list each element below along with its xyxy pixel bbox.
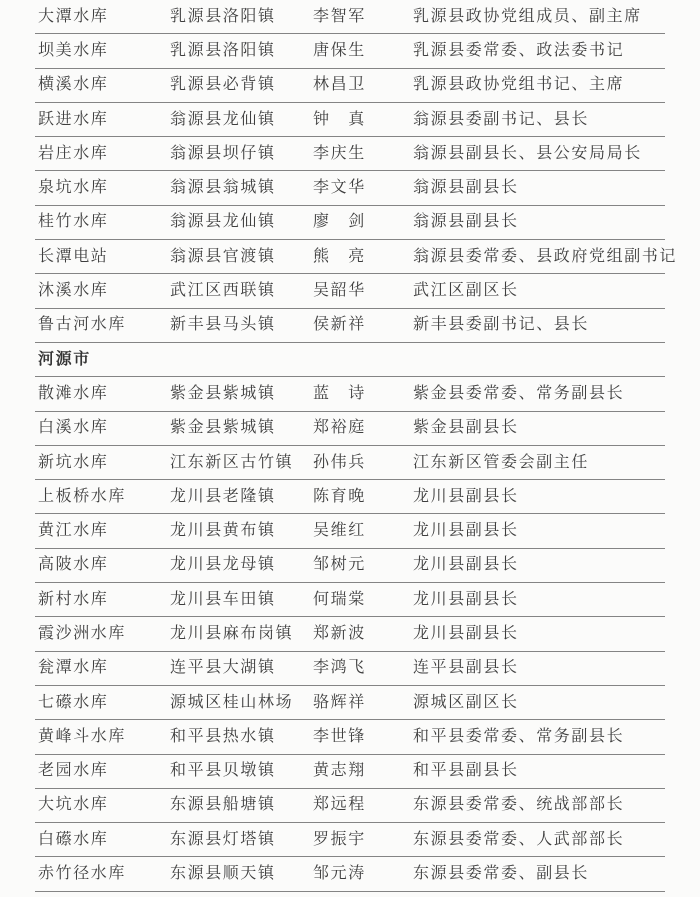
position-title: 龙川县副县长 [413, 487, 519, 505]
town-name: 龙川县车田镇 [170, 590, 276, 608]
town-name: 翁源县坝仔镇 [170, 144, 276, 162]
person-name: 吴韶华 [313, 282, 366, 300]
person-name: 孙伟兵 [313, 453, 366, 471]
person-name: 郑新波 [313, 624, 366, 642]
position-title: 翁源县委副书记、县长 [413, 110, 590, 128]
position-title: 源城区副区长 [413, 693, 519, 711]
town-name: 新丰县马头镇 [170, 316, 276, 334]
person-name: 郑裕庭 [313, 419, 366, 437]
position-title: 东源县委常委、人武部部长 [413, 830, 625, 848]
table-row [35, 720, 665, 754]
reservoir-name: 七礤水库 [38, 693, 109, 711]
position-title: 和平县副县长 [413, 762, 519, 780]
town-name: 紫金县紫城镇 [170, 384, 276, 402]
position-title: 紫金县副县长 [413, 419, 519, 437]
table-row [35, 103, 665, 137]
position-title: 乳源县政协党组成员、副主席 [413, 7, 642, 25]
reservoir-name: 黄峰斗水库 [38, 727, 127, 745]
reservoir-name: 白溪水库 [38, 419, 109, 437]
reservoir-name: 横溪水库 [38, 76, 109, 94]
position-title: 和平县委常委、常务副县长 [413, 727, 625, 745]
table-row [35, 549, 665, 583]
table-row [35, 583, 665, 617]
reservoir-name: 上板桥水库 [38, 487, 127, 505]
position-title: 翁源县副县长、县公安局局长 [413, 144, 642, 162]
position-title: 龙川县副县长 [413, 556, 519, 574]
town-name: 和平县热水镇 [170, 727, 276, 745]
table-row [35, 480, 665, 514]
person-name: 林昌卫 [313, 76, 366, 94]
position-title: 龙川县副县长 [413, 590, 519, 608]
table-row [35, 789, 665, 823]
person-name: 李文华 [313, 179, 366, 197]
table-row [35, 274, 665, 308]
reservoir-name: 霞沙洲水库 [38, 624, 127, 642]
reservoir-name: 大坑水库 [38, 796, 109, 814]
reservoir-name: 大潭水库 [38, 7, 109, 25]
town-name: 龙川县麻布岗镇 [170, 624, 294, 642]
reservoir-name: 老园水库 [38, 762, 109, 780]
town-name: 乳源县洛阳镇 [170, 41, 276, 59]
position-title: 翁源县委常委、县政府党组副书记 [413, 247, 678, 265]
person-name: 侯新祥 [313, 316, 366, 334]
table-row [35, 377, 665, 411]
town-name: 紫金县紫城镇 [170, 419, 276, 437]
town-name: 连平县大湖镇 [170, 659, 276, 677]
person-name: 黄志翔 [313, 762, 366, 780]
reservoir-name: 白礤水库 [38, 830, 109, 848]
town-name: 源城区桂山林场 [170, 693, 294, 711]
reservoir-name: 鲁古河水库 [38, 316, 127, 334]
position-title: 乳源县政协党组书记、主席 [413, 76, 625, 94]
person-name: 李鸿飞 [313, 659, 366, 677]
reservoir-name: 散滩水库 [38, 384, 109, 402]
city-section-row [35, 343, 665, 377]
person-name: 李智军 [313, 7, 366, 25]
reservoir-name: 新村水库 [38, 590, 109, 608]
person-name: 罗振宇 [313, 830, 366, 848]
table-row [35, 446, 665, 480]
town-name: 和平县贝墩镇 [170, 762, 276, 780]
table-row [35, 652, 665, 686]
town-name: 龙川县黄布镇 [170, 522, 276, 540]
position-title: 乳源县委常委、政法委书记 [413, 41, 625, 59]
person-name: 邹元涛 [313, 865, 366, 883]
position-title: 龙川县副县长 [413, 624, 519, 642]
reservoir-name: 泉坑水库 [38, 179, 109, 197]
table-row [35, 686, 665, 720]
table-row [35, 137, 665, 171]
position-title: 江东新区管委会副主任 [413, 453, 590, 471]
table-row [35, 412, 665, 446]
reservoir-name: 新坑水库 [38, 453, 109, 471]
table-row [35, 823, 665, 857]
table-row [35, 0, 665, 34]
person-name: 廖 剑 [313, 213, 366, 231]
town-name: 武江区西联镇 [170, 282, 276, 300]
position-title: 龙川县副县长 [413, 522, 519, 540]
town-name: 翁源县龙仙镇 [170, 213, 276, 231]
town-name: 龙川县龙母镇 [170, 556, 276, 574]
reservoir-name: 沐溪水库 [38, 282, 109, 300]
person-name: 郑远程 [313, 796, 366, 814]
person-name: 熊 亮 [313, 247, 366, 265]
position-title: 武江区副区长 [413, 282, 519, 300]
town-name: 乳源县洛阳镇 [170, 7, 276, 25]
person-name: 唐保生 [313, 41, 366, 59]
town-name: 江东新区古竹镇 [170, 453, 294, 471]
reservoir-name: 岩庄水库 [38, 144, 109, 162]
town-name: 东源县顺天镇 [170, 865, 276, 883]
reservoir-name: 瓮潭水库 [38, 659, 109, 677]
table-row [35, 34, 665, 68]
position-title: 连平县副县长 [413, 659, 519, 677]
table-row [35, 240, 678, 274]
table-row [35, 171, 665, 205]
city-section-label: 河源市 [38, 350, 91, 368]
reservoir-name: 跃进水库 [38, 110, 109, 128]
town-name: 乳源县必背镇 [170, 76, 276, 94]
reservoir-name: 坝美水库 [38, 41, 109, 59]
reservoir-name: 黄江水库 [38, 522, 109, 540]
town-name: 翁源县龙仙镇 [170, 110, 276, 128]
person-name: 吴维红 [313, 522, 366, 540]
position-title: 东源县委常委、副县长 [413, 865, 590, 883]
person-name: 李世锋 [313, 727, 366, 745]
position-title: 翁源县副县长 [413, 213, 519, 231]
table-row [35, 617, 665, 651]
table-row [35, 857, 665, 891]
position-title: 新丰县委副书记、县长 [413, 316, 590, 334]
reservoir-name: 长潭电站 [38, 247, 109, 265]
person-name: 钟 真 [313, 110, 366, 128]
table-row [35, 69, 665, 103]
table-row [35, 309, 665, 343]
reservoir-responsibility-table [35, 0, 678, 892]
person-name: 骆辉祥 [313, 693, 366, 711]
table-row [35, 755, 665, 789]
reservoir-name: 赤竹径水库 [38, 865, 127, 883]
position-title: 翁源县副县长 [413, 179, 519, 197]
town-name: 龙川县老隆镇 [170, 487, 276, 505]
person-name: 何瑞棠 [313, 590, 366, 608]
person-name: 蓝 诗 [313, 384, 366, 402]
reservoir-name: 高陂水库 [38, 556, 109, 574]
town-name: 翁源县官渡镇 [170, 247, 276, 265]
town-name: 东源县灯塔镇 [170, 830, 276, 848]
position-title: 紫金县委常委、常务副县长 [413, 384, 625, 402]
table-row [35, 514, 665, 548]
town-name: 东源县船塘镇 [170, 796, 276, 814]
person-name: 陈育晚 [313, 487, 366, 505]
town-name: 翁源县翁城镇 [170, 179, 276, 197]
reservoir-name: 桂竹水库 [38, 213, 109, 231]
person-name: 李庆生 [313, 144, 366, 162]
table-row [35, 206, 665, 240]
person-name: 邹树元 [313, 556, 366, 574]
position-title: 东源县委常委、统战部部长 [413, 796, 625, 814]
